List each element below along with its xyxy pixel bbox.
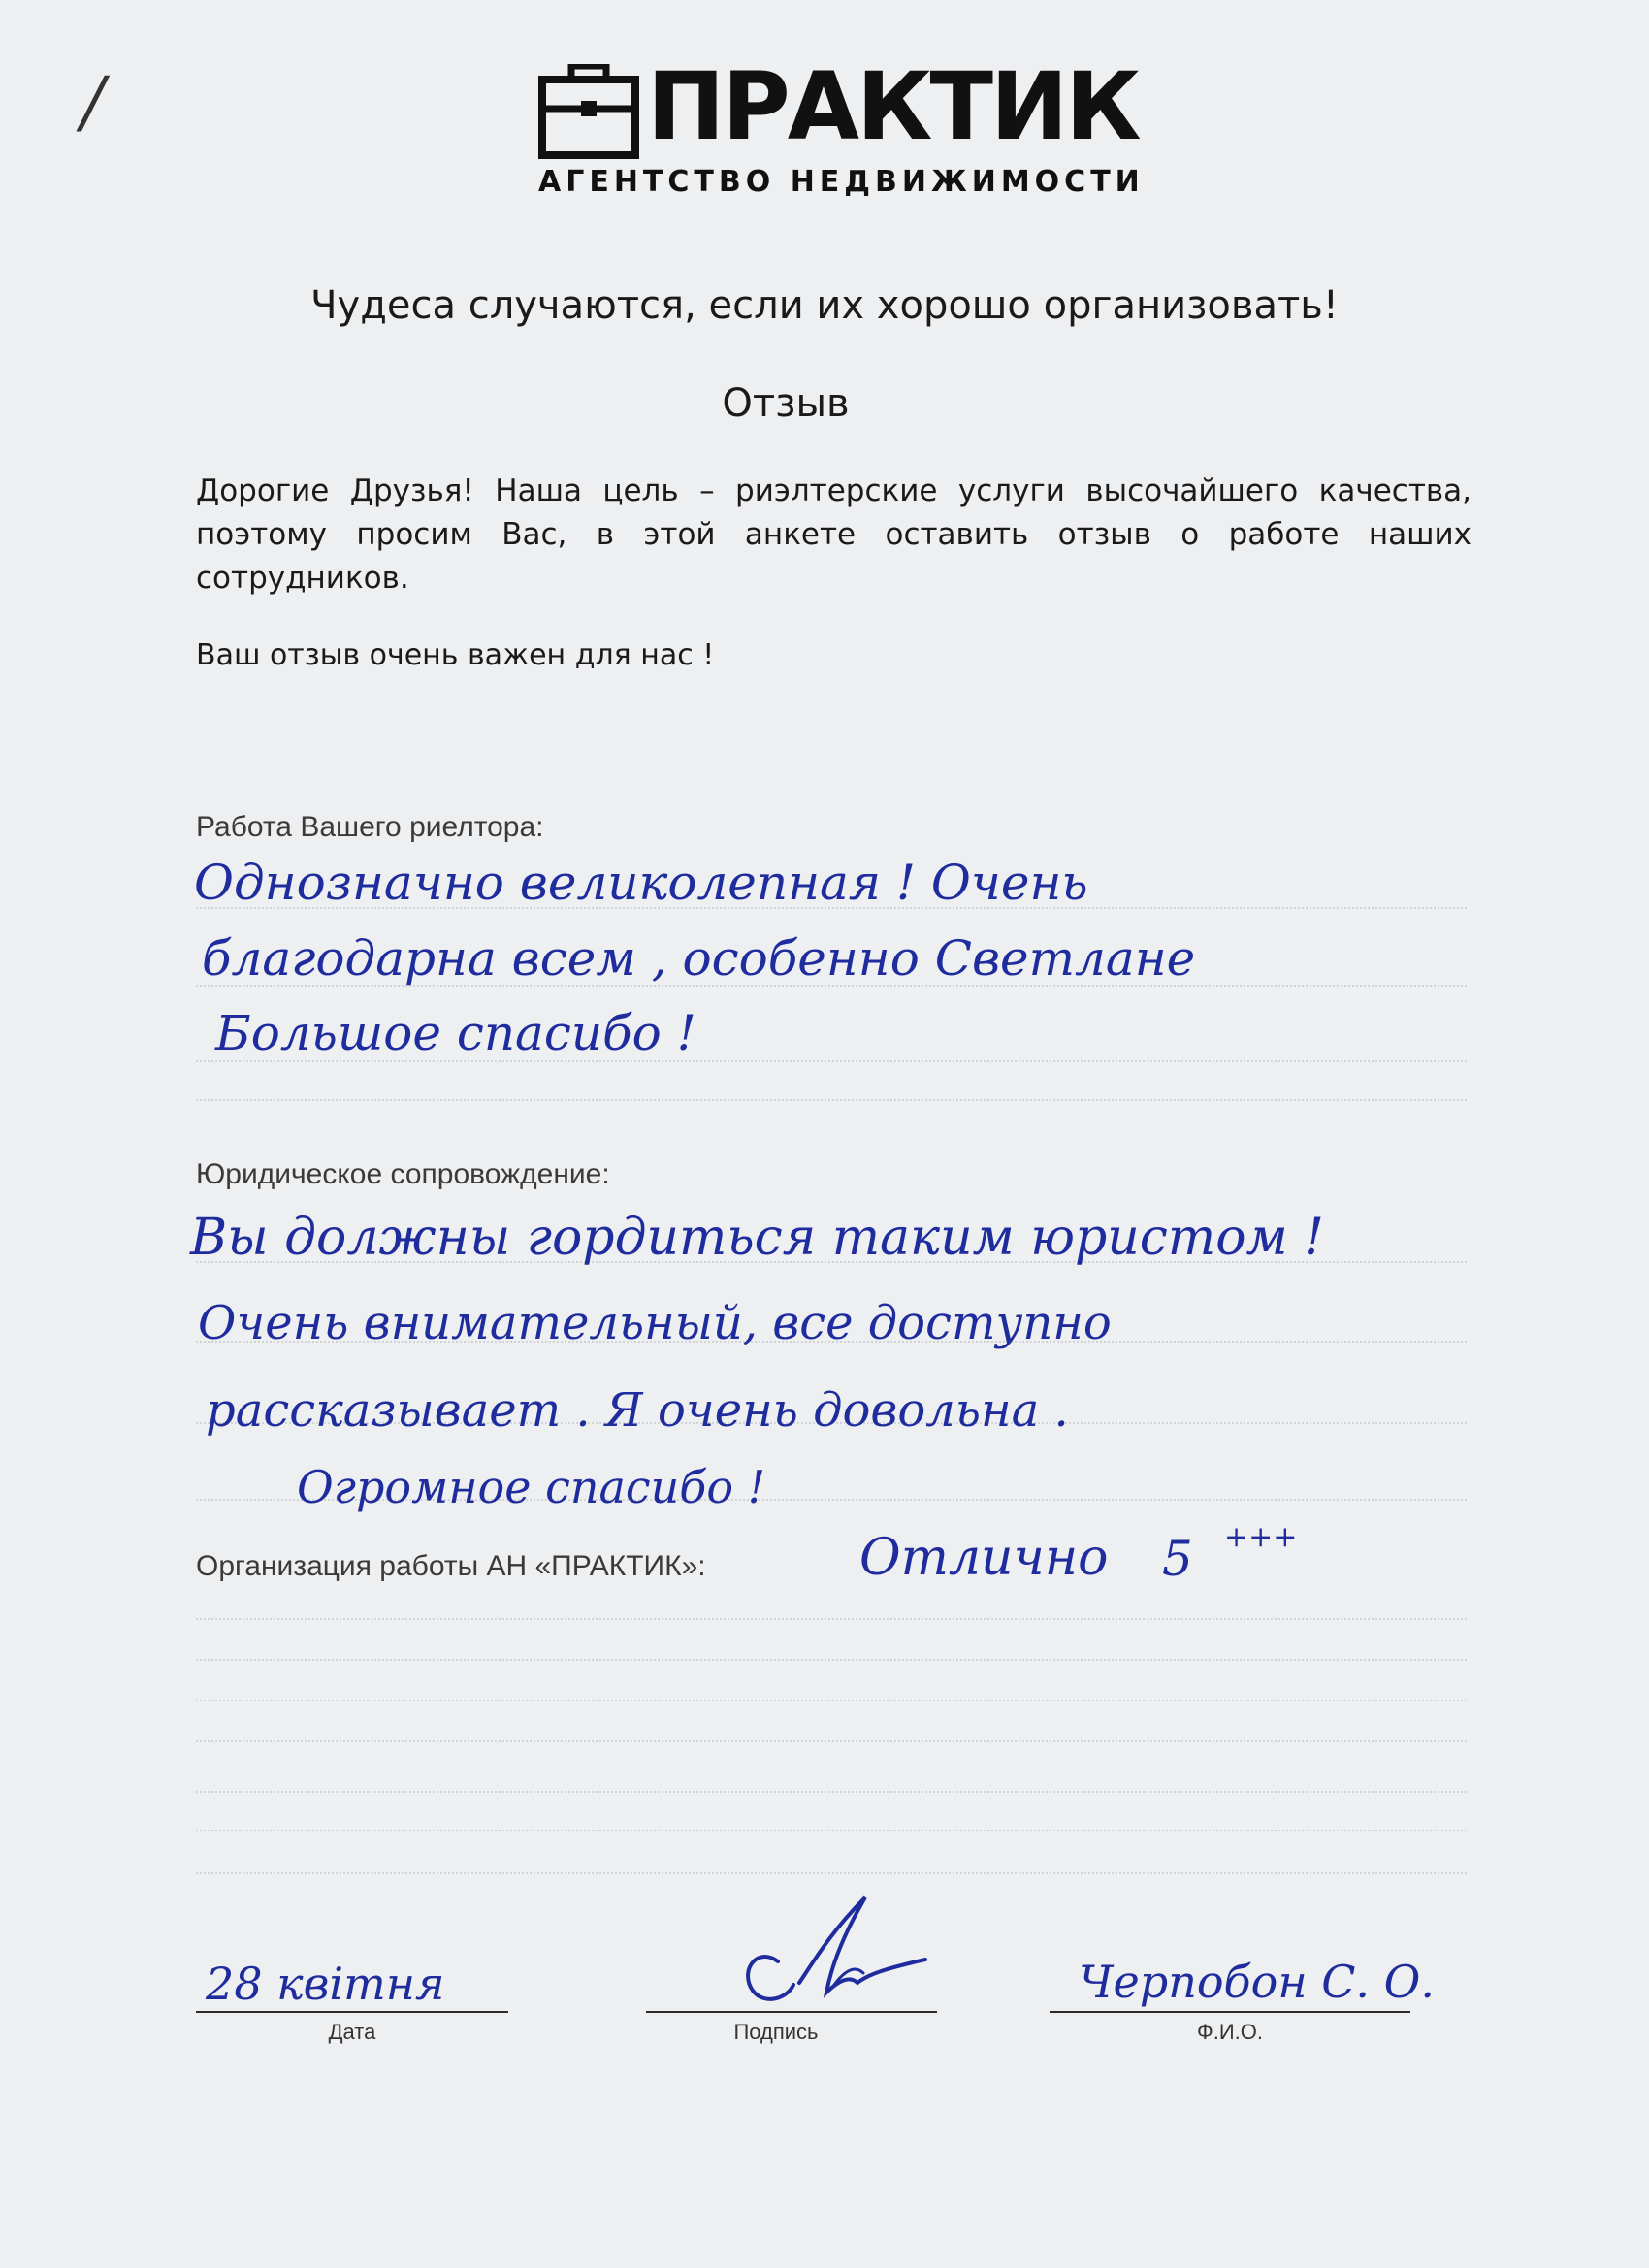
realtor-answer-line-1: Однозначно великолепная ! Очень [194, 855, 1088, 911]
legal-section-label: Юридическое сопровождение: [196, 1158, 610, 1190]
date-line [196, 2011, 508, 2013]
signature-label: Подпись [733, 2020, 819, 2044]
answer-line [196, 1740, 1467, 1742]
answer-line [196, 1659, 1467, 1661]
organization-section-label: Организация работы АН «ПРАКТИК»: [196, 1550, 706, 1582]
full-name-label: Ф.И.О. [1197, 2020, 1263, 2044]
handwritten-signature [718, 1892, 951, 2018]
legal-answer-line-2: Очень внимательный, все доступно [198, 1296, 1112, 1350]
briefcase-icon [538, 64, 645, 161]
answer-line [196, 1872, 1467, 1874]
intro-text: Дорогие Друзья! Наша цель – риэлтерские услуги высочайшего качества, поэтому просим Вас, в этой анкете оставить отзыв о работе наших сотрудников. [196, 473, 1471, 596]
answer-line [196, 1830, 1467, 1831]
answer-line [196, 1700, 1467, 1701]
page-title: Отзыв [722, 381, 850, 426]
logo-subtitle: АГЕНТСТВО НЕДВИЖИМОСТИ [538, 165, 1145, 199]
corner-mark: / [81, 62, 105, 142]
organization-score-plus: +++ [1224, 1520, 1298, 1554]
organization-answer: Отлично [859, 1529, 1109, 1587]
legal-answer-line-1: Вы должны гордиться таким юристом ! [190, 1209, 1325, 1267]
realtor-answer-line-3: Большое спасибо ! [215, 1005, 696, 1061]
importance-note: Ваш отзыв очень важен для нас ! [196, 638, 715, 672]
slogan: Чудеса случаются, если их хорошо организовать! [310, 283, 1339, 328]
legal-answer-line-4: Огромное спасибо ! [297, 1461, 766, 1513]
realtor-section-label: Работа Вашего риелтора: [196, 811, 544, 843]
answer-line [196, 1099, 1467, 1101]
full-name-line [1050, 2011, 1410, 2013]
date-value: 28 квітня [206, 1958, 445, 2010]
organization-score: 5 [1162, 1531, 1193, 1587]
answer-line [196, 1791, 1467, 1793]
date-label: Дата [328, 2020, 376, 2044]
answer-line [196, 1618, 1467, 1620]
company-logo [538, 52, 1145, 200]
realtor-answer-line-2: благодарна всем , особенно Светлане [202, 930, 1196, 987]
logo-name: ПРАКТИК [647, 52, 1139, 161]
full-name-value: Черпобон С. О. [1079, 1956, 1436, 2008]
signature-line [646, 2011, 937, 2013]
legal-answer-line-3: рассказывает . Я очень довольна . [206, 1383, 1069, 1438]
